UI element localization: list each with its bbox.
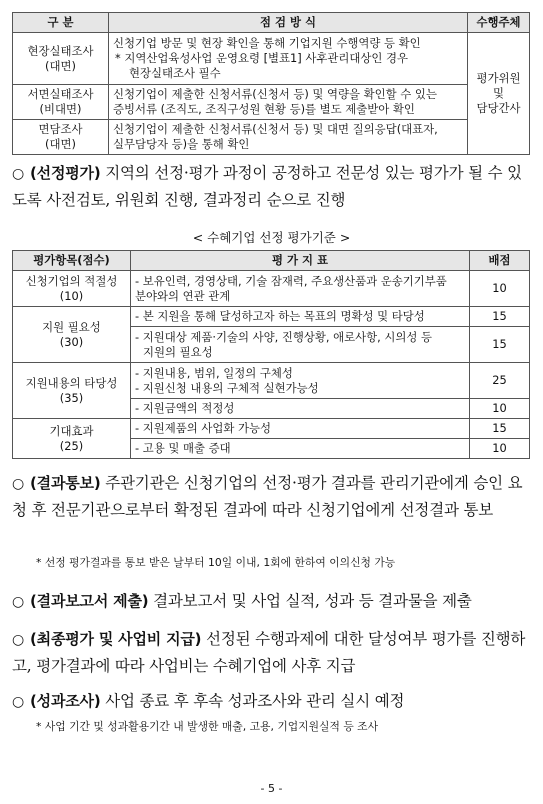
paragraph-text: 사업 종료 후 후속 성과조사와 관리 실시 예정	[105, 692, 405, 710]
item-cell: 기대효과 (25)	[13, 419, 131, 459]
paragraph-result-notice	[12, 470, 534, 523]
indicator-cell: - 고용 및 매출 증대	[131, 439, 470, 459]
row-method-cell: 신청기업 방문 및 현장 확인을 통해 기업지원 수행역량 등 확인 * 지역산업육성사업 운영요령 [별표1] 사후관리대상인 경우 현장실태조사 필수	[109, 33, 468, 85]
page-number: - 5 -	[260, 782, 283, 795]
note-objection: * 선정 평가결과를 통보 받은 날부터 10일 이내, 1회에 한하여 이의신청 가능	[36, 556, 396, 569]
points-cell: 10	[470, 439, 530, 459]
paragraph-text: 선정된 수행과제에 대한 달성여부 평가를 진행하고, 평가결과에 따라 사업비는 수혜기업에 사후 지급	[12, 630, 526, 675]
header-category: 구 분	[13, 13, 109, 33]
executor-cell: 평가위원 및 담당간사	[468, 33, 530, 155]
paragraph-final-evaluation	[12, 626, 534, 679]
indicator-cell: - 본 지원을 통해 달성하고자 하는 목표의 명확성 및 타당성	[131, 307, 470, 327]
points-cell: 15	[470, 327, 530, 363]
keyword: (선정평가)	[30, 164, 101, 182]
keyword: (최종평가 및 사업비 지급)	[30, 630, 202, 648]
indicator-cell: - 지원대상 제품·기술의 사양, 진행상황, 애로사항, 시의성 등 지원의 필요성	[131, 327, 470, 363]
evaluation-criteria-table	[12, 250, 530, 459]
row-method-cell: 신청기업이 제출한 신청서류(신청서 등) 및 대면 질의응답(대표자, 실무담당자 등)을 통해 확인	[109, 120, 468, 155]
header-executor: 수행주체	[468, 13, 530, 33]
paragraph-selection-evaluation	[12, 160, 534, 213]
keyword: (결과통보)	[30, 474, 101, 492]
bullet-icon: ○	[12, 594, 25, 610]
indicator-cell: - 지원금액의 적정성	[131, 399, 470, 419]
header-indicator: 평 가 지 표	[131, 251, 470, 271]
paragraph-text: 지역의 선정·평가 과정이 공정하고 전문성 있는 평가가 될 수 있도록 사전검토, 위원회 진행, 결과정리 순으로 진행	[12, 164, 522, 209]
table-caption: < 수혜기업 선정 평가기준 >	[192, 230, 351, 245]
points-cell: 10	[470, 271, 530, 307]
bullet-icon: ○	[12, 476, 25, 492]
points-cell: 15	[470, 307, 530, 327]
inspection-method-table	[12, 12, 530, 155]
keyword: (성과조사)	[30, 692, 101, 710]
bullet-icon: ○	[12, 166, 25, 182]
row-type-cell: 서면실태조사 (비대면)	[13, 85, 109, 120]
keyword: (결과보고서 제출)	[30, 592, 149, 610]
bullet-icon: ○	[12, 632, 25, 648]
row-method-cell: 신청기업이 제출한 신청서류(신청서 등) 및 역량을 확인할 수 있는 증빙서류 (조직도, 조직구성원 현황 등)를 별도 제출받아 확인	[109, 85, 468, 120]
header-points: 배점	[470, 251, 530, 271]
note-survey-scope: * 사업 기간 및 성과활용기간 내 발생한 매출, 고용, 기업지원실적 등 조사	[36, 720, 379, 733]
indicator-cell: - 지원내용, 범위, 일정의 구체성 - 지원신청 내용의 구체적 실현가능성	[131, 363, 470, 399]
points-cell: 15	[470, 419, 530, 439]
item-cell: 지원 필요성 (30)	[13, 307, 131, 363]
row-type-cell: 면담조사 (대면)	[13, 120, 109, 155]
bullet-icon: ○	[12, 694, 25, 710]
header-item: 평가항목(점수)	[13, 251, 131, 271]
header-method: 점 검 방 식	[109, 13, 468, 33]
paragraph-report-submission	[12, 588, 534, 615]
row-type-cell: 현장실태조사 (대면)	[13, 33, 109, 85]
indicator-cell: - 지원제품의 사업화 가능성	[131, 419, 470, 439]
paragraph-text: 결과보고서 및 사업 실적, 성과 등 결과물을 제출	[153, 592, 472, 610]
paragraph-performance-survey	[12, 688, 534, 715]
item-cell: 신청기업의 적절성 (10)	[13, 271, 131, 307]
points-cell: 25	[470, 363, 530, 399]
item-cell: 지원내용의 타당성 (35)	[13, 363, 131, 419]
points-cell: 10	[470, 399, 530, 419]
paragraph-text: 주관기관은 신청기업의 선정·평가 결과를 관리기관에게 승인 요청 후 전문기관으로부터 확정된 결과에 따라 신청기업에게 선정결과 통보	[12, 474, 523, 519]
indicator-cell: - 보유인력, 경영상태, 기술 잠재력, 주요생산품과 운송기기부품 분야와의 연관 관계	[131, 271, 470, 307]
